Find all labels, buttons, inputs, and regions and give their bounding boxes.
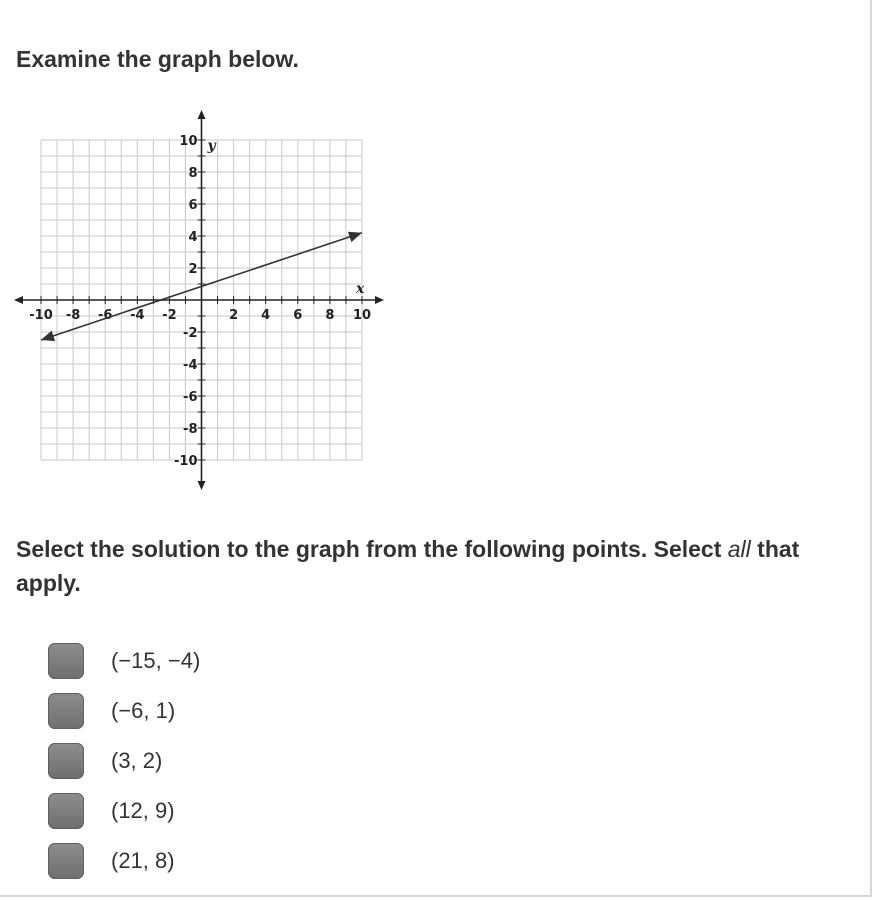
y-tick-label: -2 xyxy=(183,326,198,341)
y-tick-label: -8 xyxy=(183,422,198,437)
question-emphasis: all xyxy=(727,536,751,562)
x-axis-label: x xyxy=(356,281,365,297)
y-tick-label: -4 xyxy=(183,358,198,373)
checkbox[interactable] xyxy=(48,843,84,879)
coordinate-graph xyxy=(14,108,386,492)
prompt-text: Examine the graph below. xyxy=(16,46,299,72)
x-tick-label: 4 xyxy=(261,308,271,323)
question-part1: Select the solution to the graph from the following points. Select xyxy=(16,536,728,562)
checkbox[interactable] xyxy=(48,743,84,779)
x-tick-label: -2 xyxy=(162,308,177,323)
y-tick-label: 8 xyxy=(188,166,198,181)
x-tick-label: -6 xyxy=(97,308,113,323)
y-tick-label: 2 xyxy=(188,262,198,277)
y-axis-label: y xyxy=(207,138,216,154)
choice-item[interactable] xyxy=(48,836,200,886)
question-part2: that apply. xyxy=(16,536,800,596)
choice-item[interactable] xyxy=(48,736,200,786)
checkbox[interactable] xyxy=(48,693,84,729)
y-tick-label: 10 xyxy=(179,134,198,149)
y-tick-label: -10 xyxy=(174,454,198,469)
choice-item[interactable] xyxy=(48,686,200,736)
x-tick-label: 8 xyxy=(325,308,335,323)
choice-item[interactable] xyxy=(48,786,200,836)
x-tick-label: 10 xyxy=(352,308,372,323)
answer-choices xyxy=(48,636,200,886)
x-tick-label: -10 xyxy=(29,308,53,323)
choice-label: (3, 2) xyxy=(111,748,163,773)
y-tick-label: -6 xyxy=(183,390,198,405)
checkbox[interactable] xyxy=(48,643,84,679)
x-tick-label: -4 xyxy=(130,308,145,323)
choice-label: (−15, −4) xyxy=(111,648,201,673)
checkbox[interactable] xyxy=(48,793,84,829)
y-tick-label: 4 xyxy=(188,230,198,245)
choice-label: (−6, 1) xyxy=(111,698,176,723)
x-tick-label: 2 xyxy=(229,308,239,323)
choice-item[interactable] xyxy=(48,636,200,686)
choice-label: (12, 9) xyxy=(111,798,175,823)
y-tick-label: 6 xyxy=(188,198,198,213)
graph-svg xyxy=(14,108,386,492)
choice-label: (21, 8) xyxy=(111,848,175,873)
question-text xyxy=(16,532,856,600)
x-tick-label: 6 xyxy=(293,308,303,323)
x-tick-label: -8 xyxy=(65,308,81,323)
